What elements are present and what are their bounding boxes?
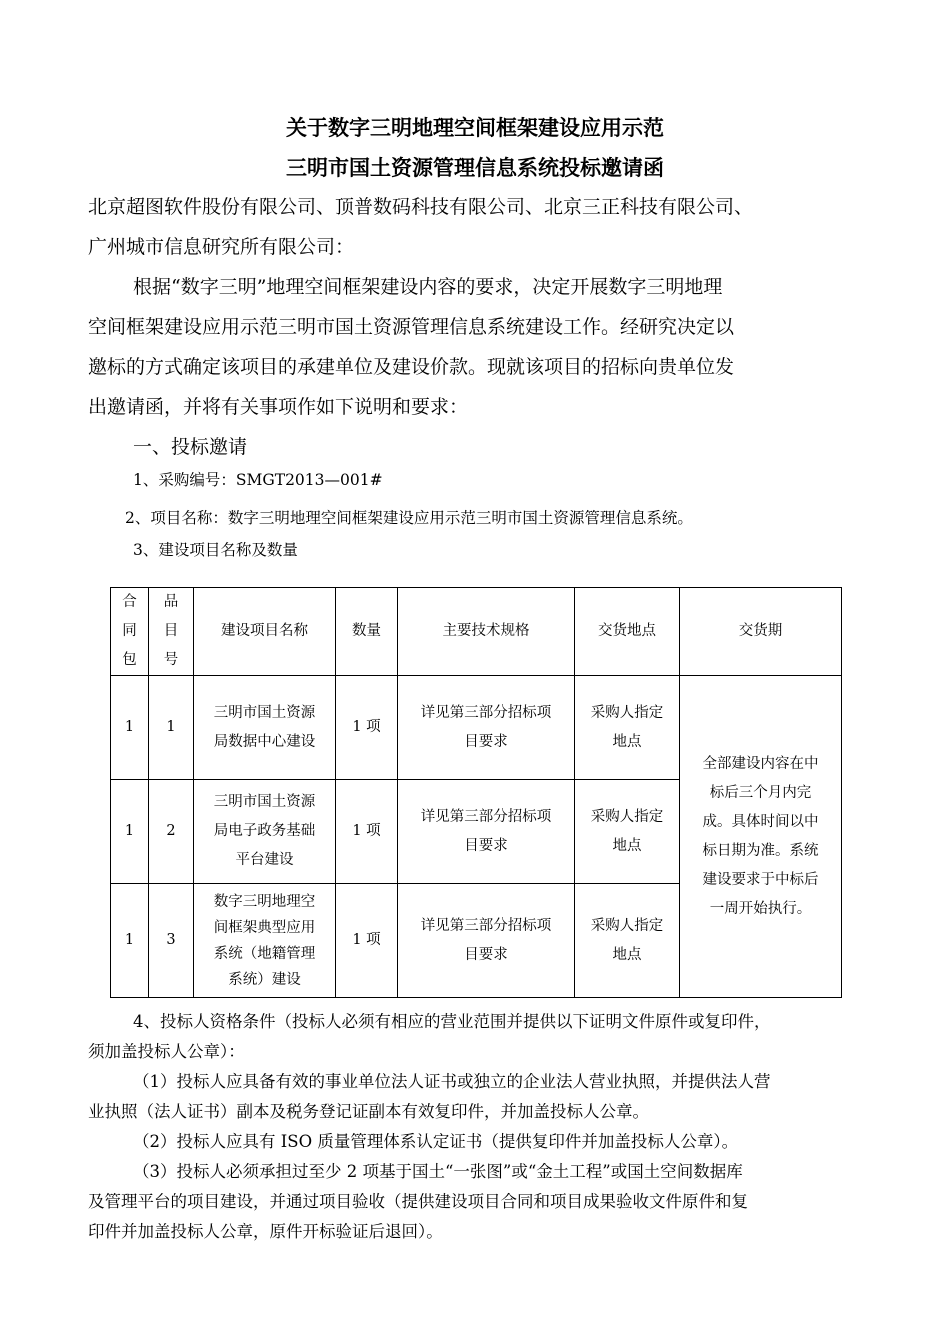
condition1-line: （1）投标人应具备有效的事业单位法人证书或独立的企业法人营业执照，并提供法人营 (133, 1072, 771, 1091)
header-delivery-period: 交货期 (680, 588, 842, 676)
intro-line: 出邀请函，并将有关事项作如下说明和要求： (88, 396, 469, 418)
cell-delivery-place: 采购人指定 地点 (575, 780, 680, 884)
cell-quantity: 1 项 (336, 780, 398, 884)
item4-line: 须加盖投标人公章）： (88, 1042, 245, 1061)
condition3-line: 印件并加盖投标人公章，原件开标验证后退回）。 (88, 1222, 443, 1241)
addressee-line2: 广州城市信息研究所有限公司： (88, 236, 355, 258)
item4-line: 4、投标人资格条件（投标人必须有相应的营业范围并提供以下证明文件原件或复印件， (133, 1012, 771, 1031)
intro-line: 根据“数字三明”地理空间框架建设内容的要求，决定开展数字三明地理 (133, 276, 723, 298)
cell-tech-spec: 详见第三部分招标项 目要求 (398, 884, 575, 998)
header-contract-package: 合 同 包 (111, 588, 149, 676)
cell-project-name: 数字三明地理空 间框架典型应用 系统（地籍管理 系统）建设 (194, 884, 336, 998)
cell-contract-package: 1 (111, 676, 149, 780)
cell-tech-spec: 详见第三部分招标项 目要求 (398, 676, 575, 780)
cell-contract-package: 1 (111, 780, 149, 884)
addressee-line1: 北京超图软件股份有限公司、顶普数码科技有限公司、北京三正科技有限公司、 (88, 196, 754, 218)
cell-project-name: 三明市国土资源 局电子政务基础 平台建设 (194, 780, 336, 884)
table-row (111, 676, 842, 780)
item1-procurement-no: 1、采购编号：SMGT2013—001# (133, 471, 383, 489)
item2-project-name: 2、项目名称：数字三明地理空间框架建设应用示范三明市国土资源管理信息系统。 (125, 509, 693, 527)
condition3-line: 及管理平台的项目建设，并通过项目验收（提供建设项目合同和项目成果验收文件原件和复 (88, 1192, 748, 1211)
condition3-line: （3）投标人必须承担过至少 2 项基于国土“一张图”或“金土工程”或国土空间数据库 (133, 1162, 743, 1181)
cell-item-number: 3 (149, 884, 194, 998)
item3-heading: 3、建设项目名称及数量 (133, 541, 298, 559)
header-project-name: 建设项目名称 (194, 588, 336, 676)
header-tech-spec: 主要技术规格 (398, 588, 575, 676)
header-item-number: 品 目 号 (149, 588, 194, 676)
condition1-line: 业执照（法人证书）副本及税务登记证副本有效复印件，并加盖投标人公章。 (88, 1102, 649, 1121)
doc-title-line1: 关于数字三明地理空间框架建设应用示范 (286, 115, 664, 140)
construction-items-table (110, 587, 842, 998)
cell-delivery-place: 采购人指定 地点 (575, 676, 680, 780)
header-delivery-place: 交货地点 (575, 588, 680, 676)
cell-delivery-period: 全部建设内容在中 标后三个月内完 成。具体时间以中 标日期为准。系统 建设要求于中标后 一周开始执行。 (680, 676, 842, 998)
intro-line: 邀标的方式确定该项目的承建单位及建设价款。现就该项目的招标向贵单位发 (88, 356, 735, 378)
cell-quantity: 1 项 (336, 884, 398, 998)
table-header-row (111, 588, 842, 676)
cell-item-number: 1 (149, 676, 194, 780)
doc-title-line2: 三明市国土资源管理信息系统投标邀请函 (286, 155, 664, 180)
cell-contract-package: 1 (111, 884, 149, 998)
section1-heading: 一、投标邀请 (133, 436, 248, 458)
intro-line: 空间框架建设应用示范三明市国土资源管理信息系统建设工作。经研究决定以 (88, 316, 735, 338)
cell-item-number: 2 (149, 780, 194, 884)
cell-tech-spec: 详见第三部分招标项 目要求 (398, 780, 575, 884)
cell-quantity: 1 项 (336, 676, 398, 780)
header-quantity: 数量 (336, 588, 398, 676)
condition2-line: （2）投标人应具有 ISO 质量管理体系认定证书（提供复印件并加盖投标人公章）。 (133, 1132, 739, 1151)
cell-delivery-place: 采购人指定 地点 (575, 884, 680, 998)
cell-project-name: 三明市国土资源 局数据中心建设 (194, 676, 336, 780)
